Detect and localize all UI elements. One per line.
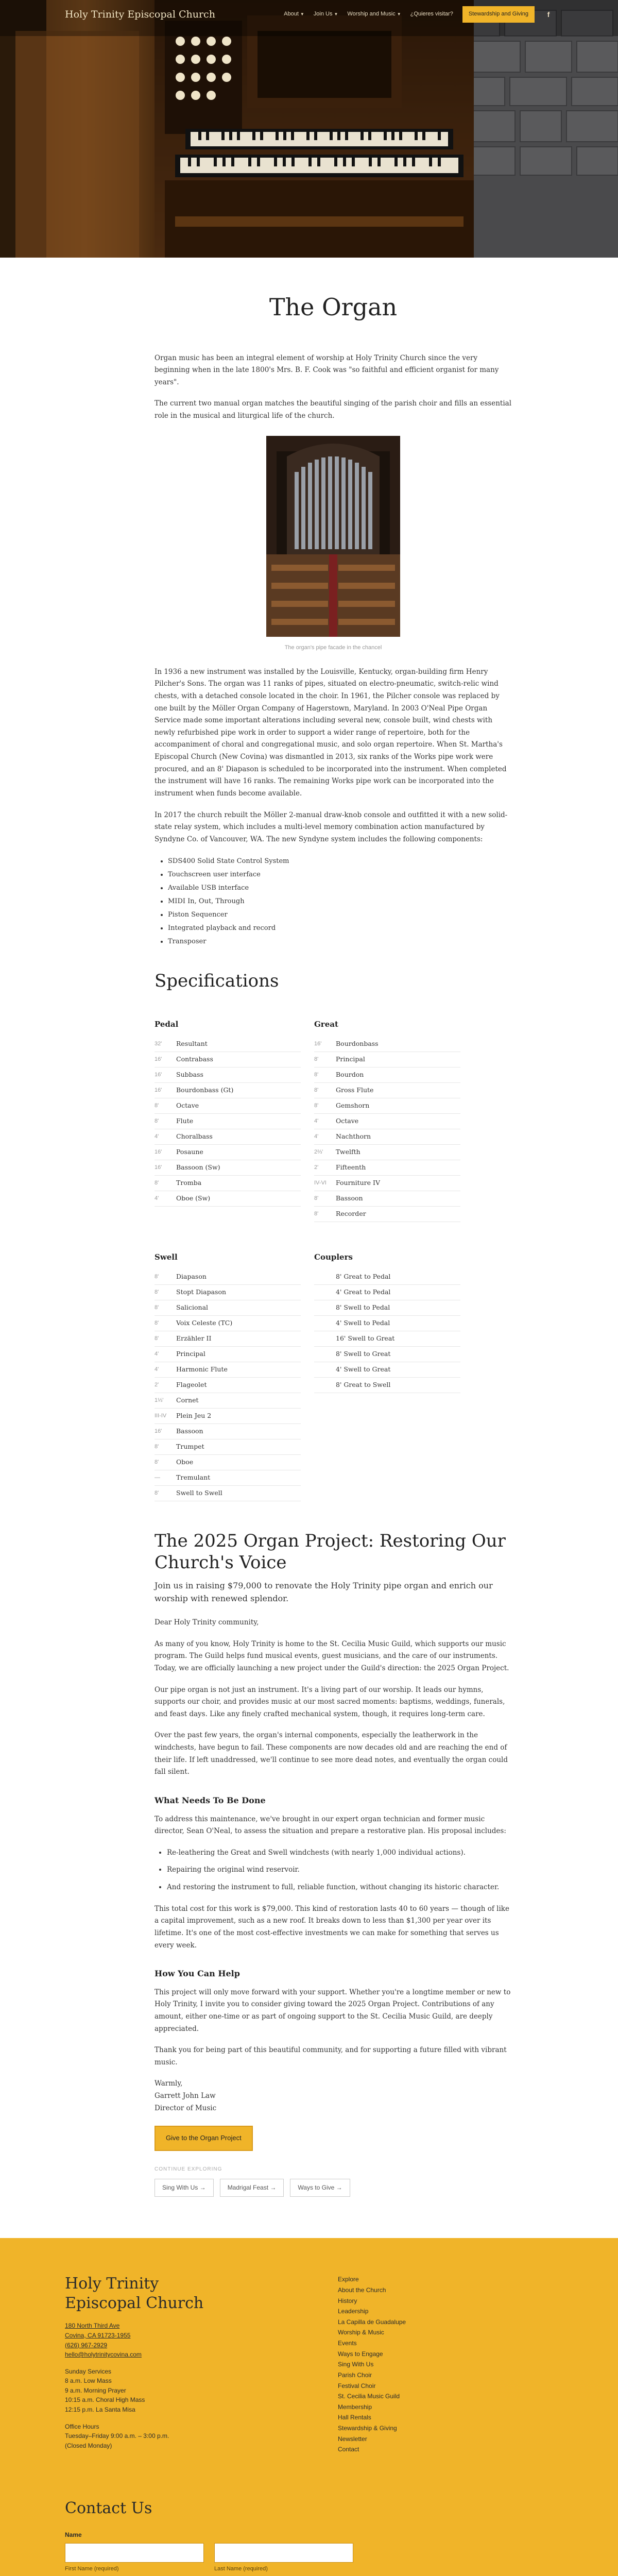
stop-row <box>154 1114 301 1129</box>
stop-pitch: 4' <box>154 1133 159 1140</box>
stop-name: 16' Swell to Great <box>336 1334 395 1343</box>
stop-name: Oboe <box>176 1458 194 1466</box>
stop-pitch: 4' <box>314 1133 319 1140</box>
stop-name: Recorder <box>336 1210 366 1218</box>
footer-link[interactable]: Newsletter <box>338 2435 367 2443</box>
stop-pitch: 16' <box>154 1428 162 1434</box>
stop-row <box>314 1347 460 1362</box>
stop-row <box>154 1470 301 1486</box>
stop-pitch: 16' <box>154 1148 162 1155</box>
stop-row <box>154 1347 301 1362</box>
stop-name: Bourdonbass <box>336 1040 379 1048</box>
stop-pitch: 4' <box>154 1195 159 1201</box>
stop-row <box>154 1052 301 1067</box>
proposal-list <box>167 1847 512 1894</box>
stop-pitch: 8' <box>154 1289 159 1295</box>
stop-pitch: 8' <box>154 1179 159 1186</box>
stop-name: Nachthorn <box>336 1132 371 1141</box>
contact-form <box>65 2496 353 2576</box>
stop-row <box>154 1439 301 1455</box>
stop-row <box>314 1191 460 1207</box>
stop-pitch: 16' <box>154 1164 162 1171</box>
division-title: Couplers <box>314 1252 353 1262</box>
stop-name: Bourdon <box>336 1071 364 1079</box>
stop-pitch: 4' <box>154 1366 159 1372</box>
stop-pitch: 8' <box>314 1056 319 1062</box>
footer-link[interactable]: Leadership <box>338 2308 369 2315</box>
footer-link[interactable]: St. Cecilia Music Guild <box>338 2393 400 2400</box>
stop-row <box>314 1269 460 1285</box>
figure-caption: The organ's pipe facade in the chancel <box>284 645 382 651</box>
list-item: • Transposer <box>168 935 512 948</box>
stop-name: 4' Swell to Pedal <box>336 1319 390 1327</box>
stop-pitch: 8' <box>154 1443 159 1450</box>
help-paragraph-2: Thank you for being part of this beautiful community, and for supporting a future filled with vibrant music. <box>154 2046 507 2066</box>
stop-name: 4' Great to Pedal <box>336 1288 391 1296</box>
stop-row <box>314 1083 460 1098</box>
footer-link[interactable]: Ways to Engage <box>338 2350 383 2358</box>
first-name-input[interactable] <box>65 2543 204 2563</box>
stop-row <box>314 1285 460 1300</box>
list-item: • SDS400 Solid State Control System <box>168 855 512 868</box>
stop-pitch: 8' <box>314 1087 319 1093</box>
stop-name: Diapason <box>176 1273 207 1281</box>
stop-row <box>154 1300 301 1316</box>
service-time: 8 a.m. Low Mass <box>65 2377 112 2385</box>
footer-link[interactable]: La Capilla de Guadalupe <box>338 2318 406 2326</box>
stop-name: Voix Celeste (TC) <box>176 1319 233 1327</box>
stop-row <box>314 1098 460 1114</box>
stop-row <box>314 1129 460 1145</box>
stop-pitch: 16' <box>154 1071 162 1078</box>
project-paragraph-2: Our pipe organ is not just an instrument. It's a living part of our worship. It leads our hymns, supports our choir, and provides music at our most sacred moments: baptisms, weddings, funerals, and feast days. Like any finely crafted mechanical system, though, it requires long-term care. <box>154 1685 505 1718</box>
stop-name: Choralbass <box>176 1132 213 1141</box>
list-item: • Available USB interface <box>168 882 512 895</box>
stop-row <box>154 1129 301 1145</box>
stewardship-giving-button[interactable]: Stewardship and Giving <box>462 6 535 23</box>
madrigal-feast-link[interactable]: Madrigal Feast → <box>220 2179 284 2197</box>
stop-name: Posaune <box>176 1148 203 1156</box>
sing-with-us-link[interactable]: Sing With Us → <box>154 2179 214 2197</box>
footer-links <box>338 2274 406 2455</box>
stop-pitch: 8' <box>154 1459 159 1465</box>
stop-pitch: — <box>154 1474 160 1481</box>
footer-link[interactable]: History <box>338 2297 357 2304</box>
stop-pitch: 8' <box>314 1102 319 1109</box>
stop-name: Principal <box>336 1055 365 1063</box>
footer-link[interactable]: Worship & Music <box>338 2329 384 2336</box>
stop-name: Subbass <box>176 1071 203 1079</box>
stop-row <box>154 1285 301 1300</box>
stop-row <box>154 1160 301 1176</box>
organ-pipes-figure <box>266 436 400 653</box>
swell-division <box>154 1251 301 1501</box>
give-organ-project-button[interactable]: Give to the Organ Project <box>154 2126 253 2151</box>
office-hours: Tuesday–Friday 9:00 a.m. – 3:00 p.m. <box>65 2432 169 2440</box>
footer-link[interactable]: Sing With Us <box>338 2361 374 2368</box>
list-item: • And restoring the instrument to full, reliable function, without changing its historic character. <box>167 1882 512 1894</box>
footer-yellow <box>0 2238 618 2576</box>
footer-link[interactable]: Hall Rentals <box>338 2414 371 2421</box>
list-item: • MIDI In, Out, Through <box>168 895 512 908</box>
nav-visitar[interactable]: ¿Quieres visitar? <box>410 11 453 18</box>
stop-row <box>154 1331 301 1347</box>
stop-row <box>314 1207 460 1222</box>
main-content <box>0 258 618 2238</box>
stop-name: Twelfth <box>336 1148 360 1156</box>
footer-address-line-1[interactable]: 180 North Third Ave <box>65 2322 120 2330</box>
stop-name: Contrabass <box>176 1055 213 1063</box>
stop-name: Bassoon (Sw) <box>176 1163 220 1172</box>
stops-row-1 <box>154 1018 512 1222</box>
stop-name: Flageolet <box>176 1381 207 1389</box>
division-title: Pedal <box>154 1019 179 1029</box>
history-paragraph-1: In 1936 a new instrument was installed by the Louisville, Kentucky, organ-building firm Henry Pilcher's Sons. The organ was 11 ranks of pipes, situated on electro-pneumatic, switch-relic wind chests, with a detached console located in the choir. In 1961, the Pilcher console was replaced by one built by the Möller Organ Company of Hagerstown, Maryland. In 2003 O'Neal Pipe Organ Service made some important alterations including several new, console built, wind chests with newly refurbished pipe work in order to support a wider range of repertoire, both for the accompaniment of choral and congregational music, and solo organ repertoire. When St. Martha's Episcopal Church (New Covina) was dismantled in 2013, six ranks of the Works pipe work were procured, and an 8' Diapason is scheduled to be incorporated into the instrument. When completed the instrument will have 16 ranks. The remaining Works pipe work can be incorporated into the instrument when funds become available. <box>154 667 507 798</box>
stop-name: Swell to Swell <box>176 1489 222 1497</box>
stop-name: Harmonic Flute <box>176 1365 228 1374</box>
stop-name: Plein Jeu 2 <box>176 1412 212 1420</box>
last-name-hint: Last Name (required) <box>214 2566 268 2572</box>
intro-paragraph-2: The current two manual organ matches the beautiful singing of the parish choir and fills an essential role in the musical and liturgical life of the church. <box>154 399 512 420</box>
page-title: The Organ <box>269 293 398 321</box>
stop-row <box>154 1083 301 1098</box>
contact-title: Contact Us <box>65 2499 152 2517</box>
stop-name: Tromba <box>176 1179 202 1187</box>
chevron-down-icon: ▼ <box>397 12 401 17</box>
specifications-heading: Specifications <box>154 971 279 992</box>
syndyne-features-list <box>168 855 512 948</box>
stop-pitch: 8' <box>314 1071 319 1078</box>
stop-pitch: 4' <box>154 1350 159 1357</box>
stop-pitch: 16' <box>314 1040 322 1047</box>
stop-row <box>314 1160 460 1176</box>
stop-pitch: 2⅔' <box>314 1148 323 1155</box>
stop-name: Principal <box>176 1350 205 1358</box>
list-item: • Piston Sequencer <box>168 908 512 922</box>
stop-pitch: 16' <box>154 1056 162 1062</box>
stop-name: Fourniture IV <box>336 1179 380 1187</box>
project-paragraph-3: Over the past few years, the organ's internal components, especially the leatherwork in the windchests, have begun to fail. These components are now decades old and are reaching the end of their life. If left unaddressed, we'll continue to see more dead notes, and eventually the organ could fall silent. <box>154 1731 508 1776</box>
couplers-division <box>314 1251 460 1501</box>
stops-row-2 <box>154 1251 512 1501</box>
stop-row <box>154 1316 301 1331</box>
stop-name: 8' Great to Swell <box>336 1381 391 1389</box>
service-time: 10:15 a.m. Choral High Mass <box>65 2396 145 2404</box>
stop-list <box>314 1269 460 1393</box>
stop-pitch: 8' <box>154 1319 159 1326</box>
stop-name: Tremulant <box>176 1473 211 1482</box>
great-division <box>314 1018 460 1222</box>
stop-name: Gemshorn <box>336 1101 370 1110</box>
hero-image <box>0 0 618 258</box>
signoff <box>154 2078 512 2114</box>
stop-row <box>314 1300 460 1316</box>
stop-row <box>154 1176 301 1191</box>
stop-name: Bassoon <box>176 1427 203 1435</box>
stop-pitch: 8' <box>154 1273 159 1280</box>
continue-exploring-links <box>154 2179 512 2197</box>
nav-join-us[interactable]: Join Us ▼ <box>313 11 338 18</box>
footer-link[interactable]: Events <box>338 2340 357 2347</box>
services-title: Sunday Services <box>65 2367 112 2375</box>
stop-pitch: 4' <box>314 1117 319 1124</box>
division-title: Great <box>314 1019 338 1029</box>
stop-row <box>154 1067 301 1083</box>
stop-name: Flute <box>176 1117 194 1125</box>
nav-about[interactable]: About ▼ <box>284 11 304 18</box>
stop-name: Gross Flute <box>336 1086 374 1094</box>
stop-row <box>314 1145 460 1160</box>
footer-link[interactable]: Explore <box>338 2276 359 2283</box>
stop-row <box>154 1424 301 1439</box>
stop-name: Bassoon <box>336 1194 363 1202</box>
stop-row <box>314 1052 460 1067</box>
list-item: • Re-leathering the Great and Swell windchests (with nearly 1,000 individual actions). <box>167 1847 512 1859</box>
footer-link[interactable]: Parish Choir <box>338 2371 372 2379</box>
stop-pitch: 2' <box>314 1164 319 1171</box>
stop-row <box>154 1191 301 1207</box>
stop-row <box>314 1362 460 1378</box>
continue-exploring-label: CONTINUE EXPLORING <box>154 2166 222 2173</box>
done-paragraph: To address this maintenance, we've brought in our expert organ technician and former music director, Sean O'Neal, to assess the situation and prepare a restorative plan. His proposal includes: <box>154 1815 506 1836</box>
help-paragraph-1: This project will only move forward with your support. Whether you're a longtime member or new to Holy Trinity, I invite you to consider giving toward the 2025 Organ Project. Contributions of any amount, either one-time or as part of ongoing support to the St. Cecilia Music Guild, are deeply appreciated. <box>154 1988 511 2033</box>
list-item: • Integrated playback and record <box>168 922 512 935</box>
stop-pitch: IV-VI <box>314 1179 327 1186</box>
stop-pitch: 8' <box>314 1210 319 1217</box>
service-time: 9 a.m. Morning Prayer <box>65 2386 126 2394</box>
stop-name: Stopt Diapason <box>176 1288 227 1296</box>
salutation: Dear Holy Trinity community, <box>154 1618 259 1627</box>
chevron-down-icon: ▼ <box>334 12 338 17</box>
stop-row <box>314 1176 460 1191</box>
stop-pitch: 16' <box>154 1087 162 1093</box>
list-item: • Touchscreen user interface <box>168 868 512 882</box>
footer-church-name: Holy Trinity Episcopal Church <box>65 2275 204 2312</box>
stop-row <box>154 1362 301 1378</box>
stop-pitch: 8' <box>154 1117 159 1124</box>
last-name-input[interactable] <box>214 2543 353 2563</box>
organ-console-photo <box>0 0 618 258</box>
stop-name: Bourdonbass (Gt) <box>176 1086 234 1094</box>
stop-pitch: 8' <box>154 1102 159 1109</box>
stop-name: 8' Great to Pedal <box>336 1273 391 1281</box>
footer-phone[interactable]: (626) 967-2929 <box>65 2341 108 2349</box>
stop-list <box>154 1037 301 1207</box>
footer-email[interactable]: hello@holytrinitycovina.com <box>65 2351 142 2359</box>
footer-address-line-2[interactable]: Covina, CA 91723-1955 <box>65 2331 131 2339</box>
stop-name: Erzähler II <box>176 1334 212 1343</box>
stop-pitch: 8' <box>314 1195 319 1201</box>
stop-row <box>154 1145 301 1160</box>
stop-row <box>154 1378 301 1393</box>
footer-link[interactable]: Festival Choir <box>338 2382 376 2389</box>
history-paragraph-2: In 2017 the church rebuilt the Möller 2-manual draw-knob console and outfitted it with a new solid-state relay system, which includes a multi-level memory combination action manufactured by Syndyne Co. of Vancouver, WA. The new Syndyne system includes the following components: <box>154 810 508 843</box>
stop-row <box>314 1378 460 1393</box>
stop-pitch: III-IV <box>154 1412 167 1419</box>
what-needs-done-heading: What Needs To Be Done <box>154 1795 266 1805</box>
footer-contact-info <box>65 2274 235 2455</box>
project-paragraph-1: As many of you know, Holy Trinity is home to the St. Cecilia Music Guild, which supports our music program. The Guild helps fund musical events, guest musicians, and the care of our instruments. Today, we are officially launching a new project under the Guild's direction: the 2025 Organ Project. <box>154 1639 509 1672</box>
stop-pitch: 8' <box>154 1489 159 1496</box>
stop-row <box>314 1331 460 1347</box>
site-logo[interactable]: Holy Trinity Episcopal Church <box>65 8 215 20</box>
intro-paragraph-1: Organ music has been an integral element of worship at Holy Trinity Church since the very beginning when in the late 1800's Mrs. B. F. Cook was "so faithful and efficient organist for many years". <box>154 353 499 386</box>
office-hours-note: (Closed Monday) <box>65 2442 112 2449</box>
stop-row <box>154 1037 301 1052</box>
facebook-icon[interactable]: f <box>547 10 550 19</box>
signoff-role: Director of Music <box>154 2104 217 2112</box>
pedal-division <box>154 1018 301 1222</box>
stop-pitch: 8' <box>154 1335 159 1342</box>
organ-pipes-photo <box>266 436 400 637</box>
stop-name: Trumpet <box>176 1443 204 1451</box>
nav-worship-music[interactable]: Worship and Music ▼ <box>347 11 401 18</box>
list-item: • Repairing the original wind reservoir. <box>167 1864 512 1876</box>
stop-name: Octave <box>176 1101 199 1110</box>
project-lead: Join us in raising $79,000 to renovate the Holy Trinity pipe organ and enrich our worship with renewed splendor. <box>154 1580 493 1604</box>
stop-pitch: 32' <box>154 1040 162 1047</box>
stop-row <box>154 1409 301 1424</box>
stop-name: Salicional <box>176 1303 209 1312</box>
organ-project-heading: The 2025 Organ Project: Restoring Our Church's Voice <box>154 1530 506 1573</box>
stop-row <box>154 1269 301 1285</box>
stop-name: Oboe (Sw) <box>176 1194 211 1202</box>
service-time: 12:15 p.m. La Santa Misa <box>65 2406 135 2414</box>
name-label: Name <box>65 2531 82 2538</box>
stop-row <box>314 1316 460 1331</box>
main-nav <box>284 6 553 23</box>
site-header <box>0 0 618 29</box>
signoff-line: Warmly, <box>154 2079 183 2088</box>
stop-row <box>314 1114 460 1129</box>
footer-link[interactable]: About the Church <box>338 2286 386 2294</box>
stop-pitch: 1⅓' <box>154 1397 164 1403</box>
chevron-down-icon: ▼ <box>300 12 304 17</box>
cost-paragraph: This total cost for this work is $79,000. This kind of restoration lasts 40 to 60 years — though of like a capital improvement, such as a new roof. It breaks down to less than $1,300 per year over its lifetime. It's one of the most cost-effective investments we can make for something that serves us every week. <box>154 1904 509 1950</box>
stop-name: Octave <box>336 1117 359 1125</box>
footer-link[interactable]: Contact <box>338 2446 359 2453</box>
stop-name: 4' Swell to Great <box>336 1365 391 1374</box>
first-name-hint: First Name (required) <box>65 2566 119 2572</box>
stop-name: Cornet <box>176 1396 199 1404</box>
division-title: Swell <box>154 1252 178 1262</box>
how-you-can-help-heading: How You Can Help <box>154 1969 240 1979</box>
stop-name: Resultant <box>176 1040 208 1048</box>
stop-name: 8' Swell to Pedal <box>336 1303 390 1312</box>
office-hours-title: Office Hours <box>65 2422 99 2430</box>
stop-name: 8' Swell to Great <box>336 1350 391 1358</box>
footer-link[interactable]: Membership <box>338 2403 372 2411</box>
stop-list <box>154 1269 301 1501</box>
stop-name: Fifteenth <box>336 1163 366 1172</box>
stop-row <box>314 1067 460 1083</box>
signoff-name: Garrett John Law <box>154 2092 216 2100</box>
stop-row <box>154 1455 301 1470</box>
stop-row <box>154 1486 301 1501</box>
stop-pitch: 8' <box>154 1304 159 1311</box>
stop-pitch: 2' <box>154 1381 159 1388</box>
stop-row <box>314 1037 460 1052</box>
stop-list <box>314 1037 460 1222</box>
stop-row <box>154 1393 301 1409</box>
stop-row <box>154 1098 301 1114</box>
ways-to-give-link[interactable]: Ways to Give → <box>290 2179 350 2197</box>
footer-link[interactable]: Stewardship & Giving <box>338 2425 397 2432</box>
